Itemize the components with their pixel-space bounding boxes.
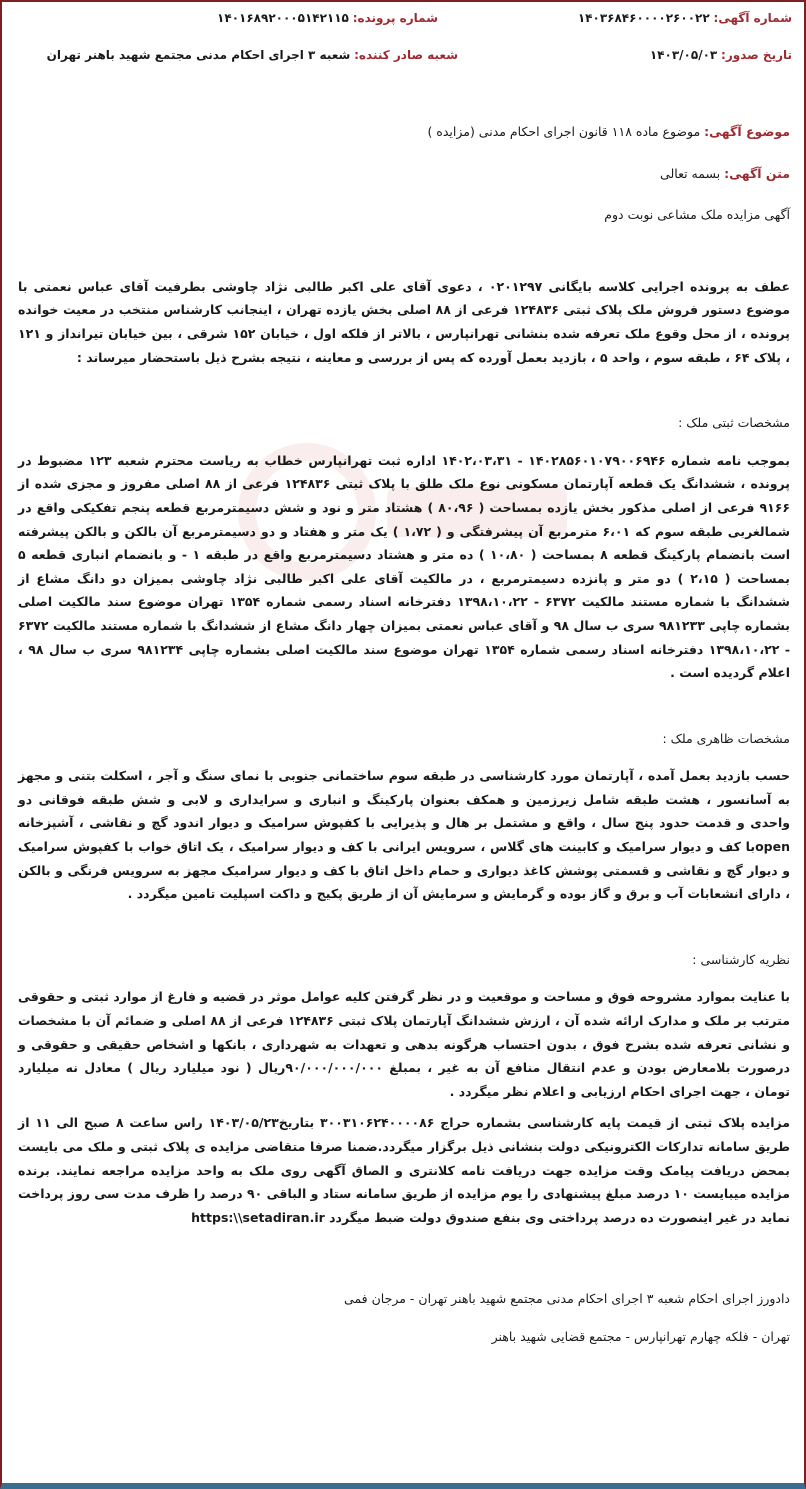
notice-title: آگهی مزایده ملک مشاعی نوبت دوم: [604, 207, 790, 223]
intro-paragraph: عطف به پرونده اجرایی کلاسه بایگانی ۰۲۰۱۲۹۷ ، دعوی آقای علی اکبر طالبی نژاد چاوشی بطرفیت آقای عباس نعمتی با موضوع دستور فروش ملک پلاک ثبتی ۱۲۴۸۳۶ فرعی از ۸۸ اصلی بخش یازده تهران ، اینجانب کارشناس منتخب در معیت خوانده پرونده ، از محل وقوع ملک تعرفه شده بنشانی تهرانپارس ، بالاتر از فلکه اول ، خیابان ۱۵۲ شرقی ، بین خیابان تیرانداز و ۱۲۱ ، پلاک ۶۴ ، طبقه سوم ، واحد ۵ ، بازدید بعمل آورده که پس از بررسی و معاینه ، نتیجه بشرح ذیل باستحضار میرساند :: [18, 278, 790, 365]
registry-paragraph: بموجب نامه شماره ۱۴۰۲۸۵۶۰۱۰۷۹۰۰۶۹۴۶ - ۱۴۰۲،۰۳،۳۱ اداره ثبت تهرانپارس خطاب به ریاست محترم شعبه ۱۲۳ مضبوط در پرونده ، ششدانگ یک قطعه آپارتمان مسکونی نوع ملک طلق با پلاک ثبتی ۱۲۴۸۳۶ فرعی از ۸۸ اصلی مفروز و مجزی شده از ۹۱۶۶ فرعی از اصلی مذکور بخش یازده بمساحت ( ۸۰،۹۶ ) هشتاد متر و نود و شش دسیمترمربع قطعه پنجم تفکیکی واقع در شمالغربی طبقه سوم که ۶،۰۱ مترمربع آن پیشرفتگی و ( ۱،۷۲ ) یک متر و هفتاد و دو دسیمترمربع آن بالکن و بالکن پیشرفته است بانضمام پارکینگ قطعه ۸ بمساحت ( ۱۰،۸۰ ) ده متر و هشتاد دسیمترمربع واقع در طبقه ۱ - و بانضمام انباری قطعه ۵ بمساحت ( ۲،۱۵ ) دو متر و پانزده دسیمترمربع ، در مالکیت آقای علی اکبر طالبی نژاد چاوشی بمیزان دو دانگ مشاع از ششدانگ با شماره مستند مالکیت ۶۳۷۲ - ۱۳۹۸،۱۰،۲۲ دفترخانه اسناد رسمی شماره ۱۳۵۴ تهران موضوع سند مالکیت اصلی بشماره چاپی ۹۸۱۲۳۳ سری ب سال ۹۸ و آقای عباس نعمتی بمیزان چهار دانگ مشاع از ششدانگ با شماره مستند مالکیت ۶۳۷۲ - ۱۳۹۸،۱۰،۲۲ دفترخانه اسناد رسمی شماره ۱۳۵۴ تهران موضوع سند مالکیت اصلی بشماره چاپی ۹۸۱۲۳۴ سری ب سال ۹۸ ، اعلام گردیده است .: [18, 452, 791, 681]
text-label: متن آگهی:: [724, 165, 790, 181]
notice-body: [18, 120, 790, 1349]
setadiran-link[interactable]: https:\\setadiran.ir: [191, 1209, 325, 1225]
ad-number: ۱۴۰۳۶۸۴۶۰۰۰۰۲۶۰۰۲۲: [577, 11, 710, 25]
appearance-paragraph: حسب بازدید بعمل آمده ، آپارتمان مورد کارشناسی در طبقه سوم ساختمانی جنوبی با نمای سنگ و آجر ، اسکلت بتنی و مجهز به آسانسور ، هشت طبقه شامل زیرزمین و همکف بعنوان پارکینگ و انباری و سرایداری و لابی و شش طبقه فوقانی دو واحدی و قدمت حدود پنج سال ، واقع و مشتمل بر هال و پذیرایی با کفپوش سرامیک و دیوار اندود گچ و نقاشی ، آشپزخانه openبا کف و دیوار سرامیک و کابینت های گلاس ، سرویس ایرانی با کف و دیوار سرامیک ، یک اتاق خواب با کفپوش سرامیک و دیوار گچ و نقاشی و قسمتی پوشش کاغذ دیواری و حمام داخل اتاق با کف و دیوار سرامیک مجهز به سرویس فرنگی و بالکن ، دارای انشعابات آب و برق و گاز بوده و گرمایش و سرمایش آن از طریق پکیج و داکت اسپلیت تامین میگردد .: [18, 768, 790, 902]
basmala: بسمه تعالی: [660, 165, 721, 181]
subject-value: موضوع ماده ۱۱۸ قانون اجرای احکام مدنی (مزایده ): [427, 124, 701, 139]
issuer-label: شعبه صادر کننده:: [354, 48, 458, 62]
appearance-heading: مشخصات ظاهری ملک :: [662, 730, 790, 746]
signature-line: دادورز اجرای احکام شعبه ۳ اجرای احکام مدنی مجتمع شهید باهنر تهران - مرجان فمی: [344, 1291, 790, 1307]
file-number: ۱۴۰۱۶۸۹۲۰۰۰۵۱۴۲۱۱۵: [217, 11, 349, 25]
opinion-heading: نظریه کارشناسی :: [692, 951, 790, 967]
text-label-row: [18, 162, 790, 186]
auction-text: مزایده پلاک ثبتی از قیمت پایه کارشناسی بشماره حراج ۳۰۰۳۱۰۶۲۴۰۰۰۰۸۶ بتاریخ۱۴۰۳/۰۵/۲۳ راس ساعت ۸ صبح الی ۱۱ از طریق سامانه تدارکات الکترونیکی دولت بنشانی ذیل برگزار میگردد.ضمنا صرفا متقاضی مزایده ی پلاک ثبتی و ملک می بایست بمحض دریافت پیامک وقت مزایده جهت دریافت نامه کلانتری و الصاق آگهی روی ملک به واحد مزایده مراجعه نمایند. برنده مزایده میبایست ۱۰ درصد مبلغ پیشنهادی را یوم مزایده از طریق سامانه ستاد و الباقی ۹۰ درصد را ظرف مدت سی روز پرداخت نماید در غیر اینصورت ده درصد پرداختی وی بنفع صندوق دولت ضبط میگردد: [18, 1115, 790, 1225]
ad-number-row: [578, 9, 792, 27]
subject-label: موضوع آگهی:: [704, 124, 790, 139]
issuer: شعبه ۳ اجرای احکام مدنی مجتمع شهید باهنر تهران: [46, 48, 351, 62]
issuer-row: [47, 46, 458, 64]
file-number-label: شماره پرونده:: [352, 11, 438, 25]
auction-paragraph: [18, 1111, 790, 1229]
address-line: تهران - فلکه چهارم تهرانپارس - مجتمع قضایی شهید باهنر: [491, 1328, 790, 1344]
opinion-paragraph: با عنایت بموارد مشروحه فوق و مساحت و موقعیت و در نظر گرفتن کلیه عوامل موثر در قضیه و فارغ از موارد ثبتی و حقوقی مترتب بر ملک و مدارک ارائه شده آن ، ارزش ششدانگ آپارتمان پلاک ثبتی ۱۲۴۸۳۶ فرعی از ۸۸ اصلی و ضمائم آن با مشخصات و نشانی تعرفه شده بشرح فوق ، بدون احتساب هرگونه بدهی و تعهدات به شهرداری ، بانکها و اشخاص حقیقی و حقوقی و درصورت بلامعارض بودن و عدم انتقال منافع آن به غیر ، بمبلغ ۹۰/۰۰۰/۰۰۰/۰۰۰ریال ( نود میلیارد ریال ) معادل نه میلیارد تومان ، جهت اجرای احکام ارزیابی و اعلام نظر میگردد .: [18, 989, 790, 1099]
ad-number-label: شماره آگهی:: [713, 11, 792, 25]
file-number-row: [217, 9, 438, 27]
issue-date-row: [650, 46, 792, 64]
subject-row: [18, 120, 790, 144]
issue-date-label: تاریخ صدور:: [721, 48, 792, 62]
registry-heading: مشخصات ثبتی ملک :: [678, 415, 790, 431]
issue-date: ۱۴۰۳/۰۵/۰۳: [649, 48, 718, 62]
